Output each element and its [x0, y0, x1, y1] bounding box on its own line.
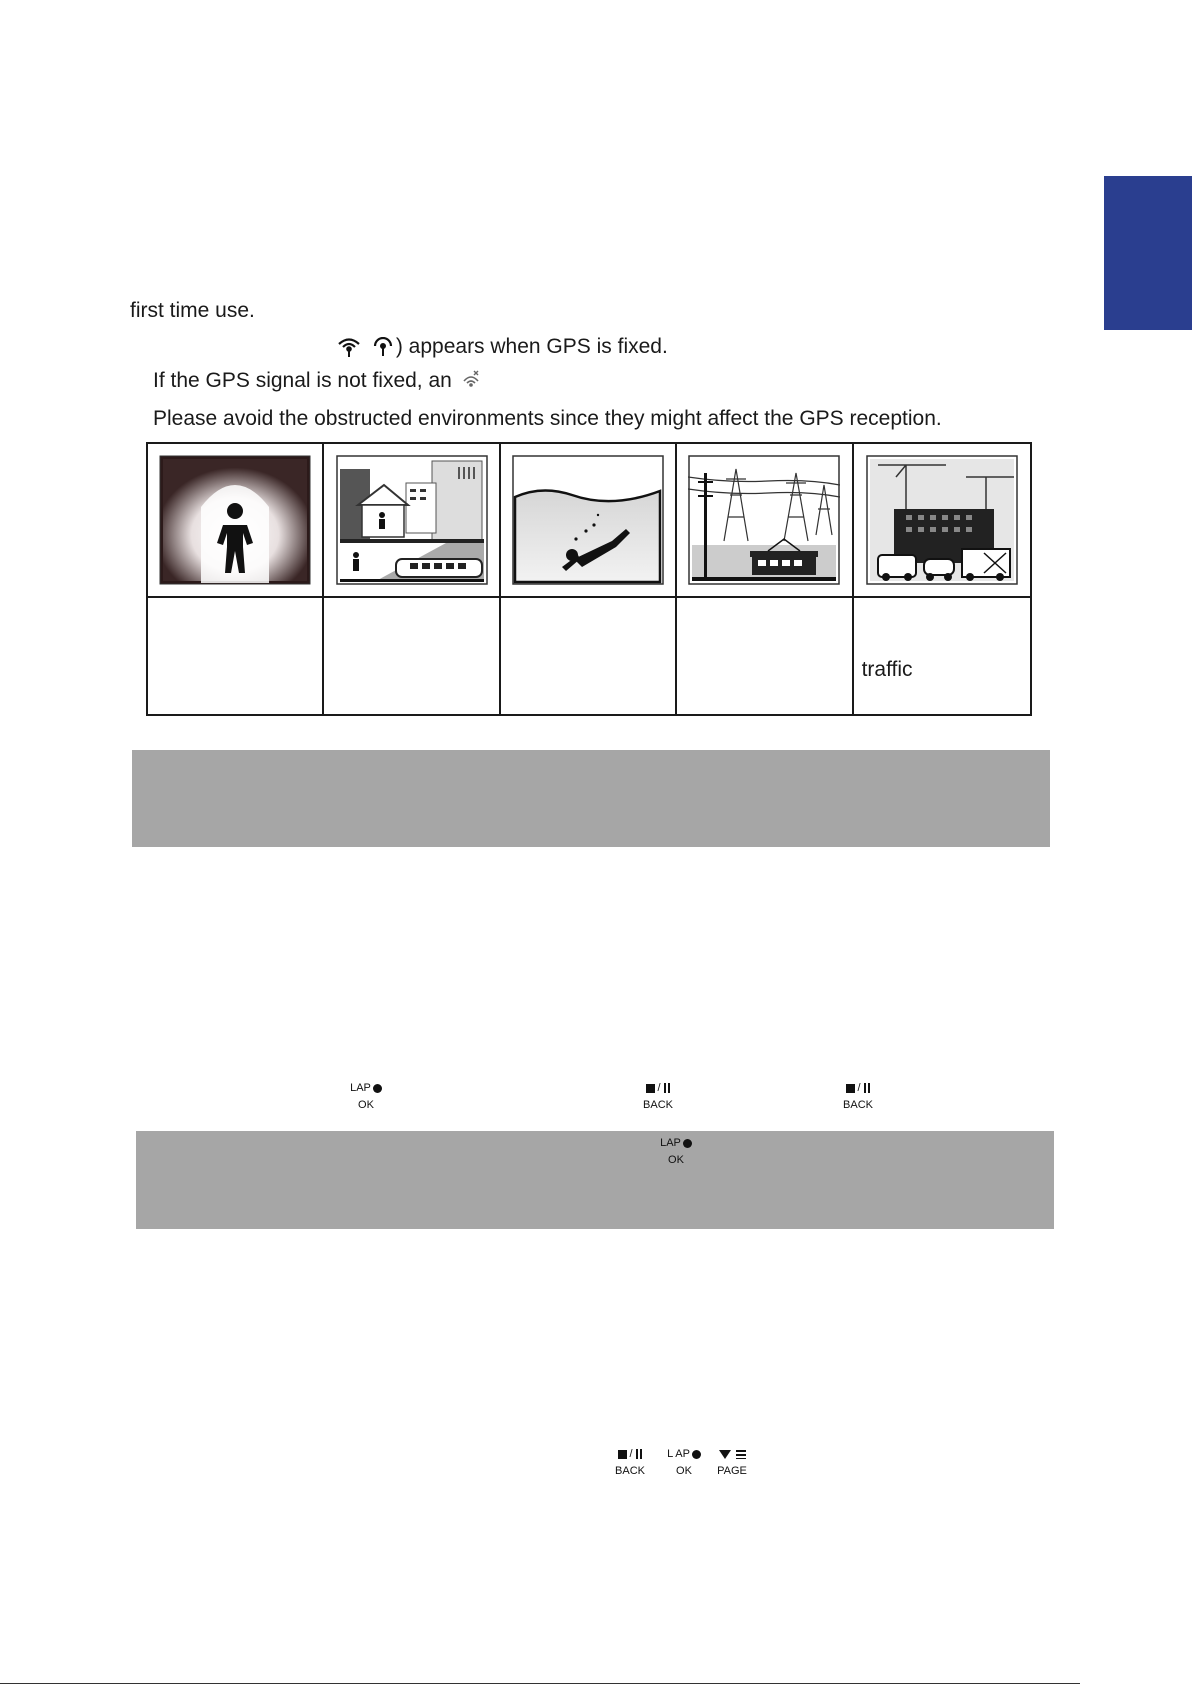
- env-caption-2: [324, 598, 500, 714]
- lap-ok-button-icon: [336, 1080, 396, 1112]
- note-box: [132, 750, 1050, 847]
- lap-label: L AP: [667, 1447, 690, 1460]
- power-lines-image-cell: [677, 444, 853, 598]
- gps-fixed-text: [334, 333, 668, 365]
- note-box: [136, 1131, 1054, 1229]
- gps-not-fixed-label: If the GPS signal is not fixed, an: [153, 369, 452, 392]
- back-label: BACK: [643, 1099, 673, 1111]
- down-page-button-icon: [702, 1446, 762, 1478]
- pause-icon: [636, 1449, 642, 1459]
- record-dot-icon: [692, 1450, 701, 1459]
- construction-image-cell: [854, 444, 1030, 598]
- ok-label: OK: [358, 1099, 374, 1111]
- lap-label: LAP: [660, 1136, 681, 1149]
- env-caption-text: traffic: [861, 658, 913, 681]
- stop-pause-back-button-icon: / BACK: [600, 1446, 660, 1478]
- gps-fixed-label: ) appears when GPS is fixed.: [395, 335, 668, 358]
- tunnel-icon: [159, 455, 311, 585]
- down-triangle-icon: [719, 1450, 731, 1459]
- gps-not-fixed-icon: [461, 369, 481, 399]
- env-caption-4: [677, 598, 853, 714]
- footer-rule: [0, 1683, 1080, 1684]
- pause-icon: [864, 1083, 870, 1093]
- lap-ok-button-icon: [646, 1135, 706, 1167]
- gps-signal-icon: [337, 337, 361, 365]
- tunnel-image-cell: [148, 444, 324, 598]
- gps-not-fixed-text: [153, 367, 484, 399]
- power-lines-icon: [688, 455, 840, 585]
- stop-icon: [646, 1084, 655, 1093]
- page-label: PAGE: [717, 1465, 747, 1477]
- environment-table: [146, 442, 1032, 716]
- env-caption-1: [148, 598, 324, 714]
- pause-icon: [664, 1083, 670, 1093]
- avoid-obstruction-text: Please avoid the obstructed environments since they might affect the GPS reception.: [153, 407, 942, 430]
- env-caption-3: [501, 598, 677, 714]
- back-label: BACK: [843, 1099, 873, 1111]
- underwater-icon: [512, 455, 664, 585]
- stop-pause-back-button-icon: / BACK: [828, 1080, 888, 1112]
- env-caption-5: [854, 598, 1030, 714]
- record-dot-icon: [683, 1139, 692, 1148]
- construction-traffic-icon: [866, 455, 1018, 585]
- stop-icon: [618, 1450, 627, 1459]
- first-time-use-text: first time use.: [130, 299, 255, 322]
- back-label: BACK: [615, 1465, 645, 1477]
- menu-icon: [736, 1450, 746, 1459]
- underwater-image-cell: [501, 444, 677, 598]
- buildings-icon: [336, 455, 488, 585]
- gps-fixed-icon: [373, 337, 393, 365]
- ok-label: OK: [668, 1154, 684, 1166]
- section-tab-marker: [1104, 176, 1192, 330]
- ok-label: OK: [676, 1465, 692, 1477]
- buildings-image-cell: [324, 444, 500, 598]
- stop-pause-back-button-icon: / BACK: [628, 1080, 688, 1112]
- stop-icon: [846, 1084, 855, 1093]
- lap-label: LAP: [350, 1081, 371, 1094]
- record-dot-icon: [373, 1084, 382, 1093]
